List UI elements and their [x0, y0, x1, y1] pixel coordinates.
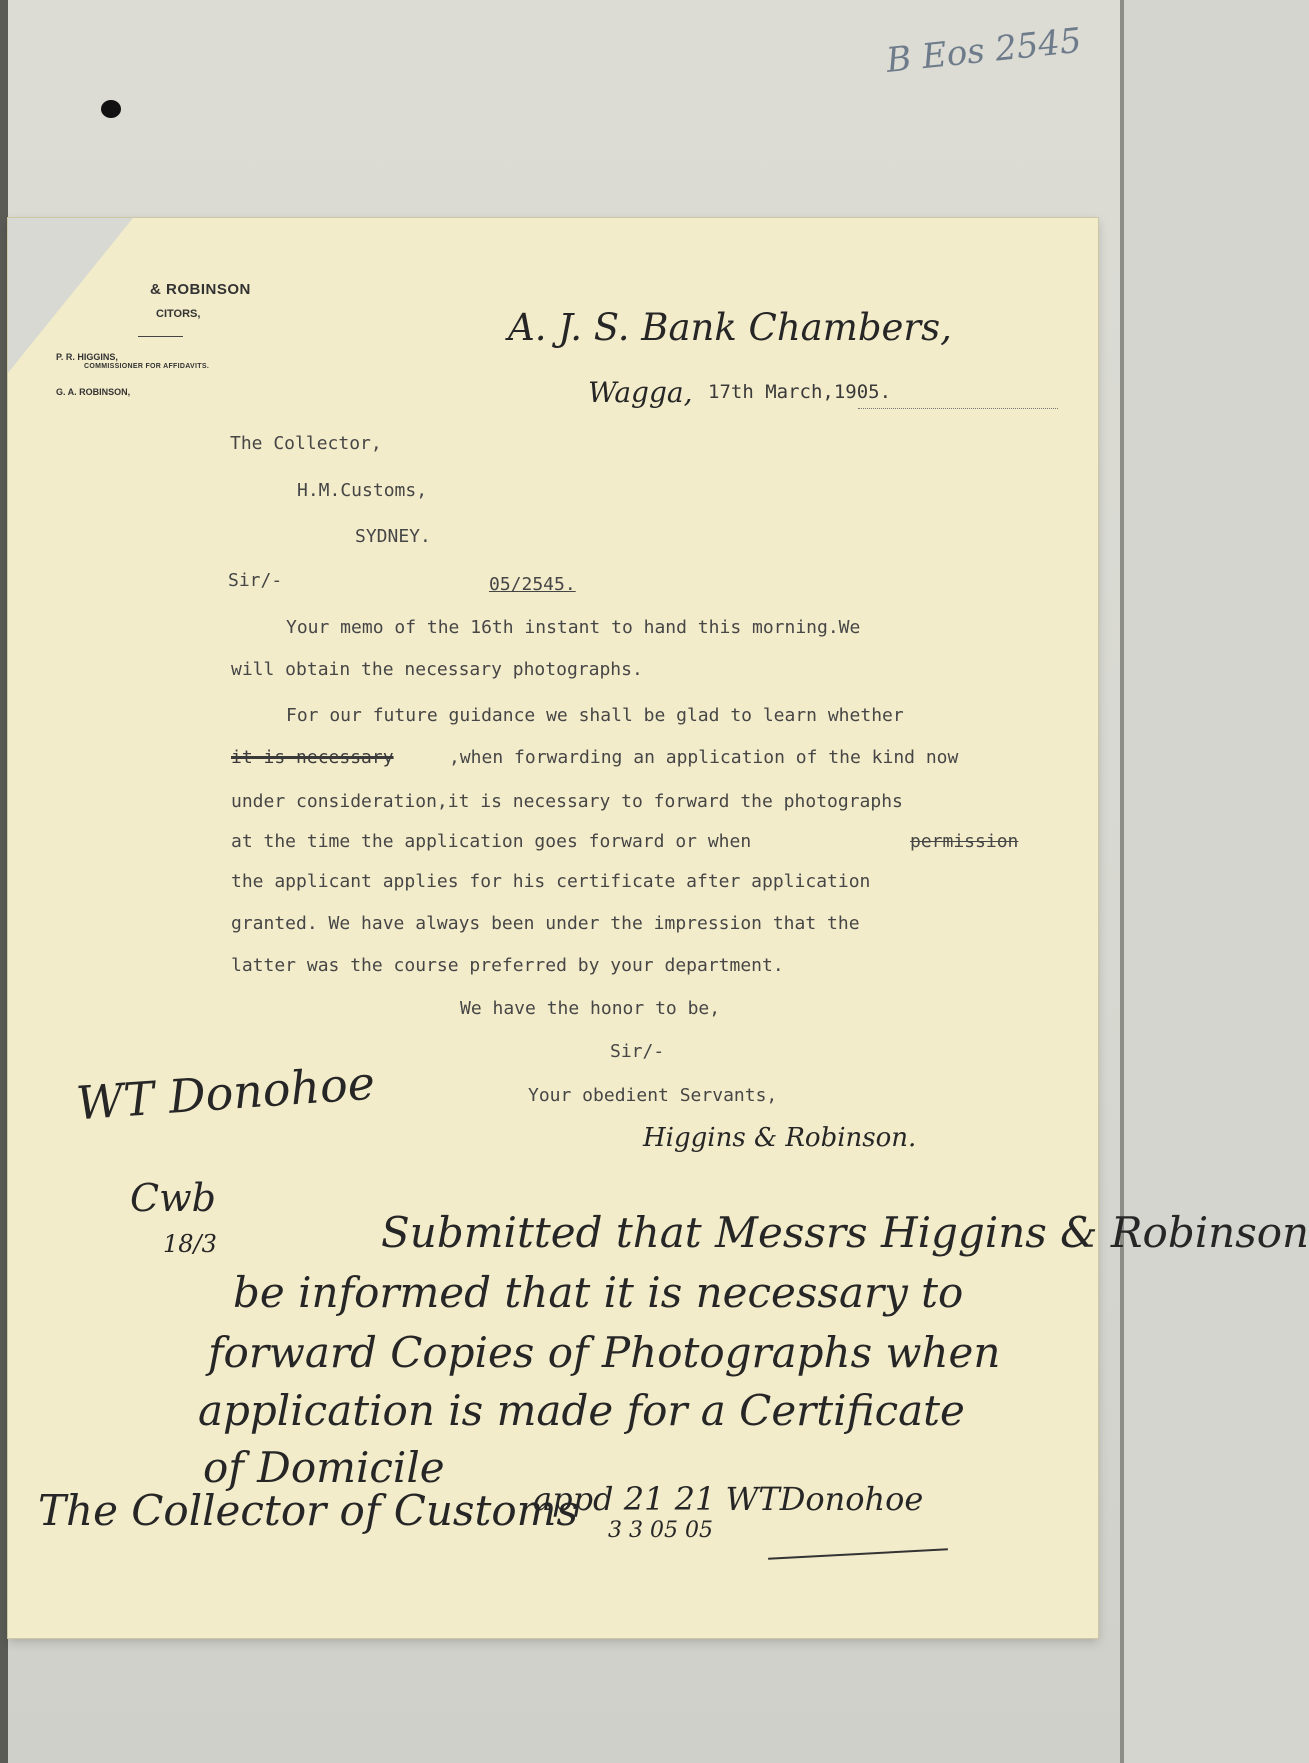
body-line-6-struck: permission	[910, 831, 1019, 852]
salutation: Sir/-	[228, 570, 283, 591]
body-line-6: at the time the application goes forward or when	[231, 831, 752, 852]
approval-note: appd 21 21 WTDonohoe	[533, 1480, 924, 1518]
recipient-line-1: The Collector,	[230, 433, 382, 454]
address-line-1: A. J. S. Bank Chambers,	[508, 306, 952, 349]
backing-left-edge	[0, 0, 8, 1763]
reference-number: 05/2545.	[489, 574, 576, 595]
letterhead-partner-1: P. R. HIGGINS,	[56, 352, 118, 362]
registry-mark: B Eos 2545	[884, 20, 1084, 81]
body-line-8: granted. We have always been under the impression that the	[231, 913, 860, 934]
handwritten-initials-short: Cwb	[130, 1176, 216, 1220]
handwritten-initials-signature: WT Donohoe	[74, 1055, 377, 1131]
body-line-7: the applicant applies for his certificate after application	[231, 871, 871, 892]
approval-date: 3 3 05 05	[608, 1518, 713, 1543]
backing-right-edge	[1120, 0, 1124, 1763]
letterhead-subtitle: CITORS,	[156, 308, 201, 320]
minute-line-1: Submitted that Messrs Higgins & Robinson	[381, 1208, 1309, 1257]
recipient-line-2: H.M.Customs,	[297, 480, 428, 501]
handwritten-initials-date: 18/3	[163, 1230, 217, 1258]
firm-signature: Higgins & Robinson.	[643, 1123, 917, 1153]
letterhead-partner-2: G. A. ROBINSON,	[56, 387, 131, 397]
letterhead-firm: & ROBINSON	[150, 281, 251, 298]
letterhead-partner-1-role: COMMISSIONER FOR AFFIDAVITS.	[84, 363, 210, 370]
body-line-4-struck: it is necessary	[231, 747, 394, 768]
closing-line-2: Sir/-	[610, 1041, 665, 1062]
minute-line-5: of Domicile	[203, 1443, 445, 1492]
minute-line-3: forward Copies of Photographs when	[208, 1328, 1001, 1377]
body-line-2: will obtain the necessary photographs.	[231, 659, 643, 680]
date-rule	[858, 408, 1058, 409]
body-line-4: ,when forwarding an application of the kind now	[449, 747, 959, 768]
signature-underline	[768, 1548, 948, 1559]
body-line-3: For our future guidance we shall be glad to learn whether	[286, 705, 904, 726]
letter-date: 17th March,1905.	[708, 381, 892, 403]
minute-line-4: application is made for a Certificate	[198, 1386, 965, 1435]
body-line-1: Your memo of the 16th instant to hand this morning.We	[286, 617, 861, 638]
body-line-9: latter was the course preferred by your department.	[231, 955, 784, 976]
recipient-line-3: SYDNEY.	[355, 526, 431, 547]
closing-line-3: Your obedient Servants,	[528, 1085, 778, 1106]
letterhead-rule	[138, 336, 183, 337]
minute-line-6: The Collector of Customs	[38, 1486, 578, 1535]
minute-line-2: be informed that it is necessary to	[233, 1268, 964, 1317]
address-line-2: Wagga,	[588, 376, 693, 409]
letter-sheet	[8, 218, 1309, 1638]
punch-hole	[101, 100, 121, 118]
body-line-5: under consideration,it is necessary to forward the photographs	[231, 791, 903, 812]
closing-line-1: We have the honor to be,	[460, 998, 721, 1019]
